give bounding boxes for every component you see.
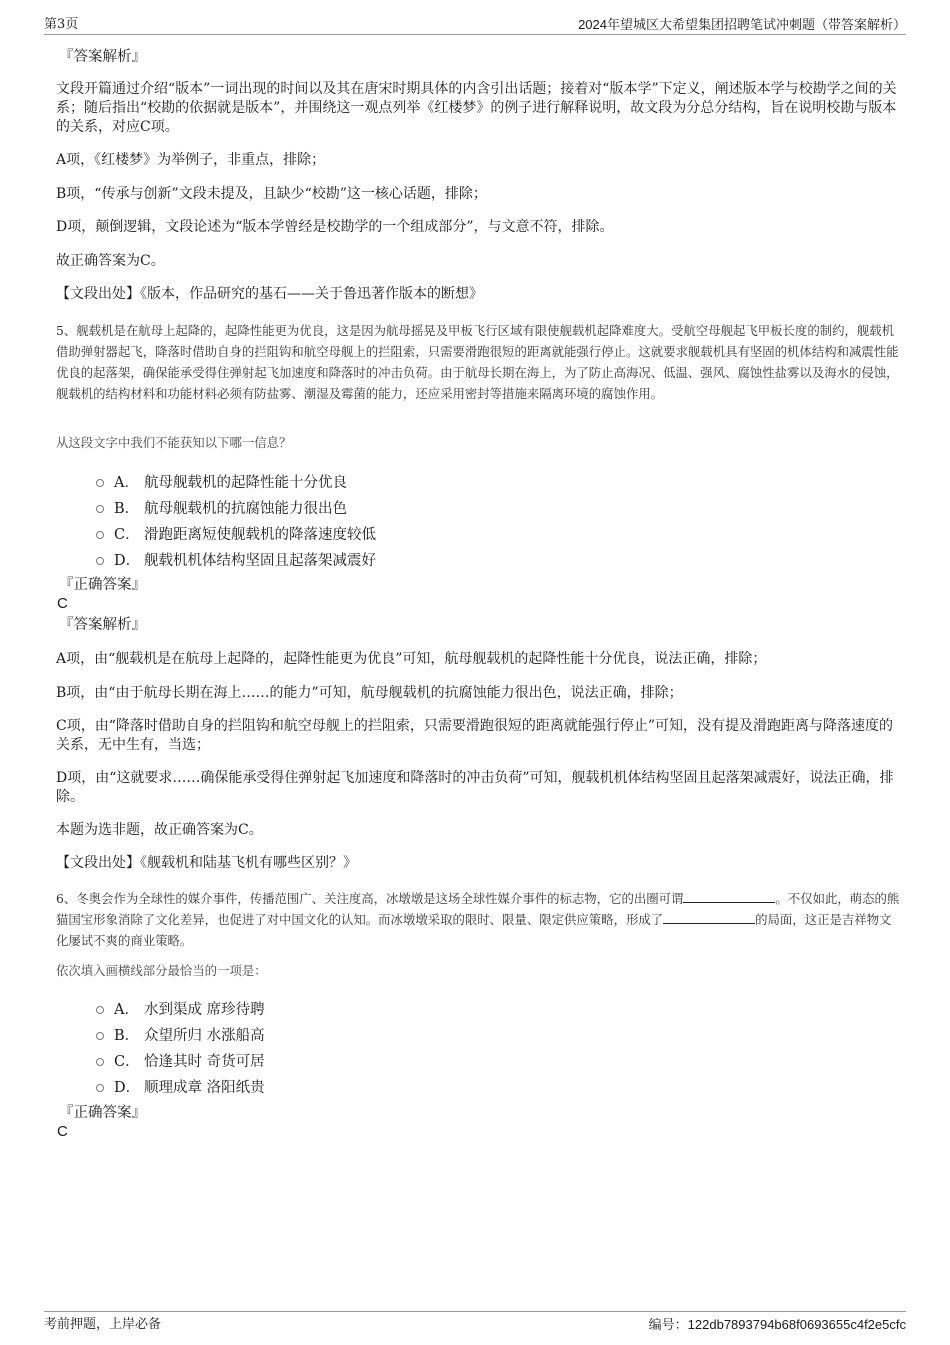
q5-analysis-p5: 本题为选非题，故正确答案为C。 <box>56 822 263 838</box>
q4-source <box>56 284 902 304</box>
document-title: 2024年望城区大希望集团招聘笔试冲刺题（带答案解析） <box>578 17 906 32</box>
q6-option-c[interactable] <box>96 1049 265 1071</box>
radio-icon[interactable] <box>96 557 104 565</box>
code-label: 编号： <box>648 1317 688 1332</box>
radio-icon[interactable] <box>96 505 104 513</box>
q6-stem-part-3: 的局面，这正是吉祥物文化屡试不爽的商业策略。 <box>56 912 892 948</box>
option-letter: A． <box>114 1001 139 1018</box>
q4-analysis-p5: 故正确答案为C。 <box>56 253 165 269</box>
q5-analysis-label: 『答案解析』 <box>59 617 146 633</box>
fill-blank-1[interactable] <box>683 890 775 903</box>
q5-option-c[interactable] <box>96 522 376 544</box>
q6-option-b[interactable] <box>96 1023 265 1045</box>
option-letter: D． <box>114 552 141 569</box>
code-value: 122db7893794b68f0693655c4f2e5cfc <box>687 1317 906 1332</box>
option-text: 滑跑距离短使舰载机的降落速度较低 <box>144 526 376 543</box>
q4-analysis-p1: 文段开篇通过介绍“版本”一词出现的时间以及其在唐宋时期具体的内含引出话题；接着对“版本学”下定义，阐述版本学与校勘学之间的关系；随后指出“校勘的依据就是版本”，并围绕这一观点列举《红楼梦》的例子进行解释说明，故文段为分总分结构，旨在说明校勘与版本的关系，对应C项。 <box>56 81 897 135</box>
fill-blank-2[interactable] <box>663 911 755 924</box>
q5-option-b[interactable] <box>96 496 347 518</box>
option-letter: C． <box>114 1053 140 1070</box>
q5-answer: C <box>57 595 68 612</box>
radio-icon[interactable] <box>96 1032 104 1040</box>
option-text: 航母舰载机的抗腐蚀能力很出色 <box>144 500 347 517</box>
option-text: 水到渠成 席珍待聘 <box>144 1001 265 1018</box>
source-label: 【文段出处】 <box>56 855 140 871</box>
q4-analysis-p2: A项，《红楼梦》为举例子，非重点，排除； <box>56 152 326 168</box>
radio-icon[interactable] <box>96 479 104 487</box>
q6-stem-part-1: 6、冬奥会作为全球性的媒介事件，传播范围广、关注度高，冰墩墩是这场全球性媒介事件的标志物，它的出圈可谓 <box>56 891 684 906</box>
footer-slogan: 考前押题，上岸必备 <box>44 1317 162 1332</box>
source-label: 【文段出处】 <box>56 286 140 302</box>
q4-source-title: 《版本，作品研究的基石——关于鲁迅著作版本的断想》 <box>140 286 483 302</box>
q6-question: 依次填入画横线部分最恰当的一项是： <box>56 963 267 978</box>
option-text: 航母舰载机的起降性能十分优良 <box>144 474 347 491</box>
q5-stem: 5、舰载机是在航母上起降的，起降性能更为优良，这是因为航母摇晃及甲板飞行区域有限使舰载机起降难度大。受航空母舰起飞甲板长度的制约，舰载机借助弹射器起飞，降落时借助自身的拦阻钩和航空母舰上的拦阻索，只需要滑跑很短的距离就能强行停止。这就要求舰载机具有坚固的机体结构和减震性能优良的起落架，确保能承受得住弹射起飞加速度和降落时的冲击负荷。由于航母长期在海上，为了防止高海况、低温、强风、腐蚀性盐雾以及海水的侵蚀，舰载机的结构材料和功能材料必须有防盐雾、潮湿及霉菌的能力，还应采用密封等措施来隔离环境的腐蚀作用。 <box>56 323 899 401</box>
q6-correct-label: 『正确答案』 <box>59 1105 146 1121</box>
document-code <box>649 1316 906 1334</box>
option-letter: D． <box>114 1079 141 1096</box>
q6-answer: C <box>57 1123 68 1140</box>
q5-analysis-p4: D项，由“这就要求……确保能承受得住弹射起飞加速度和降落时的冲击负荷”可知，舰载机机体结构坚固且起落架减震好，说法正确，排除。 <box>56 770 894 805</box>
radio-icon[interactable] <box>96 1006 104 1014</box>
q5-source-title: 《舰载机和陆基飞机有哪些区别？》 <box>140 855 357 871</box>
option-text: 恰逢其时 奇货可居 <box>144 1053 265 1070</box>
option-text: 众望所归 水涨船高 <box>144 1027 265 1044</box>
q5-source <box>56 853 902 873</box>
q6-option-d[interactable] <box>96 1075 265 1097</box>
q5-analysis-p3: C项，由“降落时借助自身的拦阻钩和航空母舰上的拦阻索，只需要滑跑很短的距离就能强行停止”可知，没有提及滑跑距离与降落速度的关系，无中生有，当选； <box>56 718 894 753</box>
q5-analysis-p1: A项，由“舰载机是在航母上起降的，起降性能更为优良”可知，航母舰载机的起降性能十分优良，说法正确，排除； <box>56 651 767 667</box>
option-letter: B． <box>114 1027 140 1044</box>
q6-stem <box>56 888 902 951</box>
q5-analysis-p2: B项，由“由于航母长期在海上……的能力”可知，航母舰载机的抗腐蚀能力很出色，说法正确，排除； <box>56 685 683 701</box>
q4-analysis-label: 『答案解析』 <box>59 49 146 65</box>
q4-analysis-p4: D项，颠倒逻辑，文段论述为“版本学曾经是校勘学的一个组成部分”，与文意不符，排除。 <box>56 219 614 235</box>
radio-icon[interactable] <box>96 1084 104 1092</box>
radio-icon[interactable] <box>96 1058 104 1066</box>
page-number: 第3页 <box>44 17 79 32</box>
q4-analysis-p3: B项，“传承与创新”文段未提及，且缺少“校勘”这一核心话题，排除； <box>56 186 487 202</box>
page-footer <box>44 1311 906 1334</box>
radio-icon[interactable] <box>96 531 104 539</box>
q6-option-a[interactable] <box>96 997 265 1019</box>
q6-stem-part-2: 。不仅如此，萌态的熊猫国宝形象消除了文化差异，也促进了对中国文化的认知。而冰墩墩采取的限时、限量、限定供应策略，形成了 <box>56 891 900 927</box>
q5-option-d[interactable] <box>96 548 376 570</box>
q5-correct-label: 『正确答案』 <box>59 577 146 593</box>
option-text: 舰载机机体结构坚固且起落架减震好 <box>144 552 376 569</box>
option-letter: B． <box>114 500 140 517</box>
q5-question: 从这段文字中我们不能获知以下哪一信息？ <box>56 435 292 450</box>
option-letter: C． <box>114 526 140 543</box>
q5-option-a[interactable] <box>96 470 347 492</box>
page-header <box>44 12 906 35</box>
option-letter: A． <box>114 474 139 491</box>
option-text: 顺理成章 洛阳纸贵 <box>144 1079 265 1096</box>
